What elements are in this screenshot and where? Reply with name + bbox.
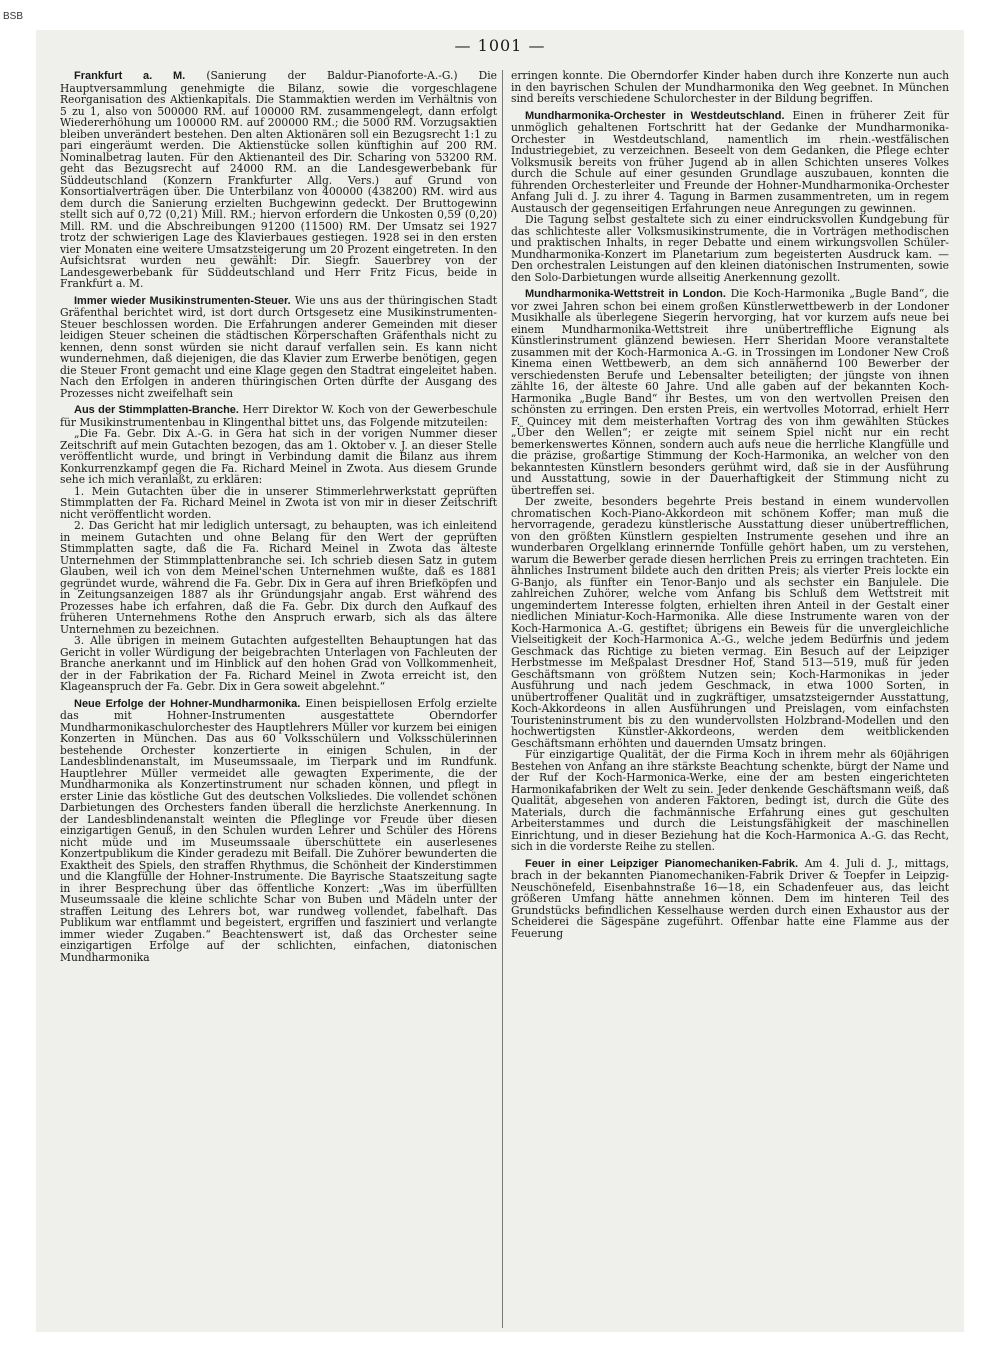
left-column [60, 70, 497, 1326]
article-heading: Feuer in einer Leipziger Pianomechaniken-Fabrik. [525, 857, 799, 870]
article-text: Einen in früherer Zeit für unmöglich gehaltenen Fortschritt hat der Gedanke der Mundharmonika-Orchester in Westdeutschland, namentlich im rhein.-westfälischen Industriegebiet, zu verzeichnen. Beseelt von dem Gedanken, die Pflege echter Volksmusik bereits von früher Jugend ab in allen Schichten unseres Volkes durch die Schule auf einer gesunden Grundlage auszubauen, konnten die führenden Orchesterleiter und Freunde der Hohner-Mundharmonika-Orchester Anfang Juli d. J. zu ihrer 4. Tagung in Barmen zusammentreten, um in regem Austausch der gegenseitigen Erfahrungen neue Anregungen zu gewinnen. [511, 108, 949, 215]
article-text: Wie uns aus der thüringischen Stadt Gräfenthal berichtet wird, ist dort durch Ortsgesetz eine Musikinstrumenten-Steuer beschlossen worden. Die Erfahrungen anderer Gemeinden mit dieser leidigen Steuer scheinen die städtischen Körperschaften Gräfenthals nicht zu kennen, denn sonst würden sie nicht darauf verfallen sein. Es kann nicht wundernehmen, daß diejenigen, die das Klavier zum Erwerbe benötigen, gegen die Steuer Front gemacht und eine Klage gegen den Stadtrat eingeleitet haben. Nach den Erfolgen in anderen thüringischen Orten dürfte der Ausgang des Prozesses nicht zweifelhaft sein [60, 293, 497, 400]
article-paragraph: Der zweite, besonders begehrte Preis bestand in einem wundervollen chromatischen Koch-Piano-Akkordeon mit schönem Koffer; man muß die hervorragende, geradezu künstlerische Ausstattung dieser unübertrefflichen, von den größten Künstlern gespielten Instrumente gesehen und ihre an wunderbaren Orgelklang erinnernde Tonfülle gehört haben, um zu verstehen, warum die Bewerber gerade diesen herrlichen Preis zu erringen trachteten. Ein ähnliches Instrument bildete auch den dritten Preis; als vierter Preis lockte ein G-Banjo, als fünfter ein Tenor-Banjo und als sechster ein Banjulele. Die zahlreichen Zuhörer, welche vom Anfang bis Schluß dem Wettstreit mit ungemindertem Interesse folgten, erhielten ihren Anteil in der Gestalt einer niedlichen Miniatur-Koch-Harmonika. Alle diese Instrumente waren von der Koch-Harmonica A.-G. gestiftet; übrigens ein Beweis für die unvergleichliche Vielseitigkeit der Koch-Harmonica A.-G., welche jedem Bedürfnis und jedem Geschmack das Richtige zu bieten vermag. Ein Besuch auf der Leipziger Herbstmesse im Meßpalast Dresdner Hof, Stand 513—519, muß für jeden Geschäftsmann von größtem Nutzen sein; Koch-Harmonikas in jeder Ausführung und nach jedem Geschmack, in etwa 1000 Sorten, in unübertroffener Qualität und in zugkräftiger, umsatzsteigernder Ausstattung, Koch-Akkordeons in allen Ausführungen und Preislagen, vom einfachsten Touristeninstrument bis zu den wundervollsten Holzbrand-Modellen und den hochwertigsten Künstler-Akkordeons, werden dem weitblickenden Geschäftsmann erhöhten und dauernden Umsatz bringen. [511, 495, 949, 750]
article-heading: Neue Erfolge der Hohner-Mundharmonika. [74, 697, 301, 710]
article-paragraph: „Die Fa. Gebr. Dix A.-G. in Gera hat sich in der vorigen Nummer dieser Zeitschrift auf mein Gutachten bezogen, das am 1. Oktober v. J. an dieser Stelle veröffentlicht wurde, und bringt in Verbindung damit die Bilanz aus ihrem Konkurrenzkampf gegen die Fa. Richard Meinel in Zwota. Aus diesem Grunde sehe ich mich veranlaßt, zu erklären: [60, 427, 497, 486]
article-text: Herr Direktor W. Koch von der Gewerbeschule für Musikinstrumentenbau in Klingenthal bittet uns, das Folgende mitzuteilen: [60, 403, 497, 429]
article-heading: Mundharmonika-Wettstreit in London. [525, 288, 726, 300]
article-frankfurt [60, 70, 497, 290]
article-musikinstrumenten-steuer [60, 295, 497, 400]
newspaper-page [36, 30, 964, 1332]
article-text: Am 4. Juli d. J., mittags, brach in der bekannten Pianomechaniken-Fabrik Driver & Toepfer in Leipzig-Neuschönefeld, Eisenbahnstraße 16—18, ein Schadenfeuer aus, das leicht größeren Umfang hätte annehmen können. Dem im hinteren Teil des Grundstücks befindlichen Kesselhause werden durch einen Exhaustor aus der Scheiderei die Sägespäne zugeführt. Offenbar hatte eine Flamme aus der Feuerung [511, 856, 949, 940]
article-text: Einen beispiellosen Erfolg erzielte das mit Hohner-Instrumenten ausgestattete Oberndorfer Mundharmonikaschulorchester des Hauptlehrers Müller vor kurzem bei einigen Konzerten in München. Das aus 60 Volksschülern und Volksschülerinnen bestehende Orchester konzertierte in einigen Schulen, in der Landesblindenanstalt, im Museumssaale, im Tierpark und im Rundfunk. Hauptlehrer Müller vermeidet alle gewagten Experimente, die der Mundharmonika als Konzertinstrument nur schaden können, und pflegt in erster Linie das köstliche Gut des deutschen Volksliedes. Die vollendet schönen Darbietungen des Orchesters fanden überall die herzlichste Anerkennung. In der Landesblindenanstalt weinten die Pfleglinge vor Freude über diesen einzigartigen Genuß, in den Schulen wurden Lehrer und Schüler des Hörens nicht müde und im Museumssaale überschüttete ein auserlesenes Konzertpublikum die Kinder geradezu mit Beifall. Die Zuhörer bewunderten die Exaktheit des Spiels, den straffen Rhythmus, die Schönheit der Kinderstimmen und die Klangfülle der Hohner-Instrumente. Die Bayrische Staatszeitung sagte in ihrer Besprechung über das öffentliche Konzert: „Was im überfüllten Museumssaale die kleine schlichte Schar von Buben und Mädeln unter der straffen Leitung des Lehrers bot, war rundweg vollendet, fabelhaft. Das Publikum war entflammt und begeistert, ergriffen und fasziniert und verlangte immer wieder Zugaben.“ Beachtenswert ist, daß das Orchester seine einzigartigen Erfolge auf der schlichten, einfachen, diatonischen Mundharmonika [60, 696, 497, 964]
article-paragraph: Für einzigartige Qualität, der die Firma Koch in ihrem mehr als 60jährigen Bestehen von Anfang an ihre stärkste Beachtung schenkte, bürgt der Name und der Ruf der Koch-Harmonica-Werke, eine der am besten eingerichteten Harmonikafabriken der Welt zu sein. Jeder denkende Geschäftsmann weiß, daß Qualität, abgesehen von anderen Faktoren, bedingt ist, durch die Güte des Materials, durch die fachmännische Erfahrung eines gut geschulten Arbeiterstammes und durch die Leistungsfähigkeit der maschinellen Einrichtung, und in dieser Beziehung hat die Koch-Harmonica A.-G. das Recht, sich in die vorderste Reihe zu stellen. [511, 748, 949, 853]
right-column [511, 70, 949, 1326]
article-paragraph: 1. Mein Gutachten über die in unserer Stimmerlehrwerkstatt geprüften Stimmplatten der Fa. Richard Meinel in Zwota ist von mir in dieser Zeitschrift nicht veröffentlicht worden. [60, 484, 497, 521]
page-number: — 1001 — [454, 36, 546, 55]
article-paragraph: 2. Das Gericht hat mir lediglich untersagt, zu behaupten, was ich einleitend in meinem Gutachten und ohne Belang für den Wert der geprüften Stimmplatten sagte, daß die Fa. Richard Meinel in Zwota das älteste Unternehmen der Stimmplattenbranche sei. Ich schrieb diesen Satz in gutem Glauben, weil ich von dem Meinel'schen Unternehmen wußte, daß es 1881 gegründet wurde, während die Fa. Gebr. Dix in Gera auf ihren Briefköpfen und in Zeitungsanzeigen 1887 als ihr Gründungsjahr angab. Erst während des Prozesses habe ich erfahren, daß die Fa. Gebr. Dix durch den Aufkauf des früheren Unternehmens Rothe den Anspruch erwarb, sich als das ältere Unternehmen zu bezeichnen. [60, 519, 497, 636]
article-paragraph: Die Tagung selbst gestaltete sich zu einer eindrucksvollen Kundgebung für das schlichteste aller Volksmusikinstrumente, die in Vorträgen methodischen und praktischen Inhalts, in reger Debatte und einem wirkungsvollen Schüler-Mundharmonika-Konzert im Planetarium zum begeisterten Ausdruck kam. — Den orchestralen Leistungen auf den kleinen diatonischen Instrumenten, sowie den Solo-Darbietungen wurde allseitig Anerkennung gezollt. [511, 213, 949, 284]
article-text: (Sanierung der Baldur-Pianoforte-A.-G.) Die Hauptversammlung genehmigte die Bilanz, sowie die vorgeschlagene Reorganisation des Aktienkapitals. Die Stammaktien werden im Verhältnis von 5 zu 1, also von 500000 RM. auf 100000 RM. zusammengelegt, dann erfolgt Wiedererhöhung um 100000 RM. auf 200000 RM.; die 5000 RM. Vorzugsaktien bleiben unverändert bestehen. Den alten Aktionären soll ein Bezugsrecht 1:1 zu pari eingeräumt werden. Die Aktienstücke sollen künftighin auf 200 RM. Nominalbetrag lauten. Für den Aktienanteil des Dir. Scharing von 53200 RM. geht das Bezugsrecht auf 24000 RM. an die Landesgewerbebank für Süddeutschland (Konzern Frankfurter Allg. Vers.) auf Grund von Konsortialverträgen über. Die Unterbilanz von 400000 (438200) RM. wird aus dem durch die Sanierung erzielten Buchgewinn gedeckt. Der Bruttogewinn stellt sich auf 0,72 (0,21) Mill. RM.; hiervon erfordern die Unkosten 0,59 (0,20) Mill. RM. und die Abschreibungen 91200 (11500) RM. Der Umsatz sei 1927 trotz der schwierigen Lage des Klavierbaues gestiegen. 1928 sei in den ersten vier Monaten eine weitere Umsatzsteigerung um 20 Prozent eingetreten. In den Aufsichtsrat wurden neu gewählt: Dir. Siegfr. Sauerbrey von der Landesgewerbebank für Süddeutschland und Herr Fritz Ficus, beide in Frankfurt a. M. [60, 70, 497, 290]
column-divider [502, 70, 503, 1328]
article-stimmplatten [60, 404, 497, 693]
article-heading: Aus der Stimmplatten-Branche. [74, 404, 239, 416]
article-hohner-continued [511, 70, 949, 105]
article-heading: Frankfurt a. M. [74, 70, 186, 82]
article-paragraph: 3. Alle übrigen in meinem Gutachten aufgestellten Behauptungen hat das Gericht in voller Würdigung der beigebrachten Unterlagen von Fachleuten der Branche anerkannt und im Hinblick auf den hohen Grad von Vollkommenheit, der in der Fabrikation der Fa. Richard Meinel in Zwota erreicht ist, den Klageanspruch der Fa. Gebr. Dix in Gera soweit abgelehnt.“ [60, 634, 497, 693]
article-london [511, 288, 949, 853]
article-heading: Immer wieder Musikinstrumenten-Steuer. [74, 294, 291, 307]
article-heading: Mundharmonika-Orchester in Westdeutschland. [525, 109, 785, 122]
watermark: BSB [3, 11, 24, 22]
article-text: Die Koch-Harmonika „Bugle Band“, die vor zwei Jahren schon bei einem großen Künstlerwettbewerb in der Londoner Musikhalle als überlegene Siegerin hervorging, hat vor kurzem aufs neue bei einem Mundharmonika-Wettstreit ihre unübertreffliche Eignung als Künstlerinstrument glänzend bewiesen. Herr Sheridan Moore veranstaltete zusammen mit der Koch-Harmonica A.-G. in Trossingen im Londoner New Croß Kinema einen Wettbewerb, an dem sich annähernd 100 Bewerber der verschiedensten Berufe und Lebensalter beteiligten; der jüngste von ihnen zählte 16, der älteste 60 Jahre. Und alle gaben auf der bekannten Koch-Harmonika „Bugle Band“ ihr Bestes, um von den wertvollen Preisen den schönsten zu erringen. Den ersten Preis, ein wertvolles Motorrad, erhielt Herr F. Quincey mit dem meisterhaften Vortrag des von ihm gewählten Stückes „Über den Wellen“; er zeigte mit seinem Spiel nicht nur ein recht bemerkenswertes Können, sondern auch aufs neue die herrliche Klangfülle und die präzise, großartige Stimmung der Koch-Harmonika, an welcher von den bekanntesten Künstlern besonders gerühmt wird, daß sie in der Ausführung und Ausstattung, sowie in der Dauerhaftigkeit der Stimmung nicht zu übertreffen sei. [511, 287, 949, 497]
article-feuer-leipzig [511, 858, 949, 940]
article-hohner [60, 698, 497, 964]
article-paragraph: erringen konnte. Die Oberndorfer Kinder haben durch ihre Konzerte nun auch in den bayrischen Schulen der Mundharmonika den Weg geebnet. In München sind bereits verschiedene Schulorchester in der Bildung begriffen. [511, 70, 949, 105]
article-westdeutschland [511, 110, 949, 284]
